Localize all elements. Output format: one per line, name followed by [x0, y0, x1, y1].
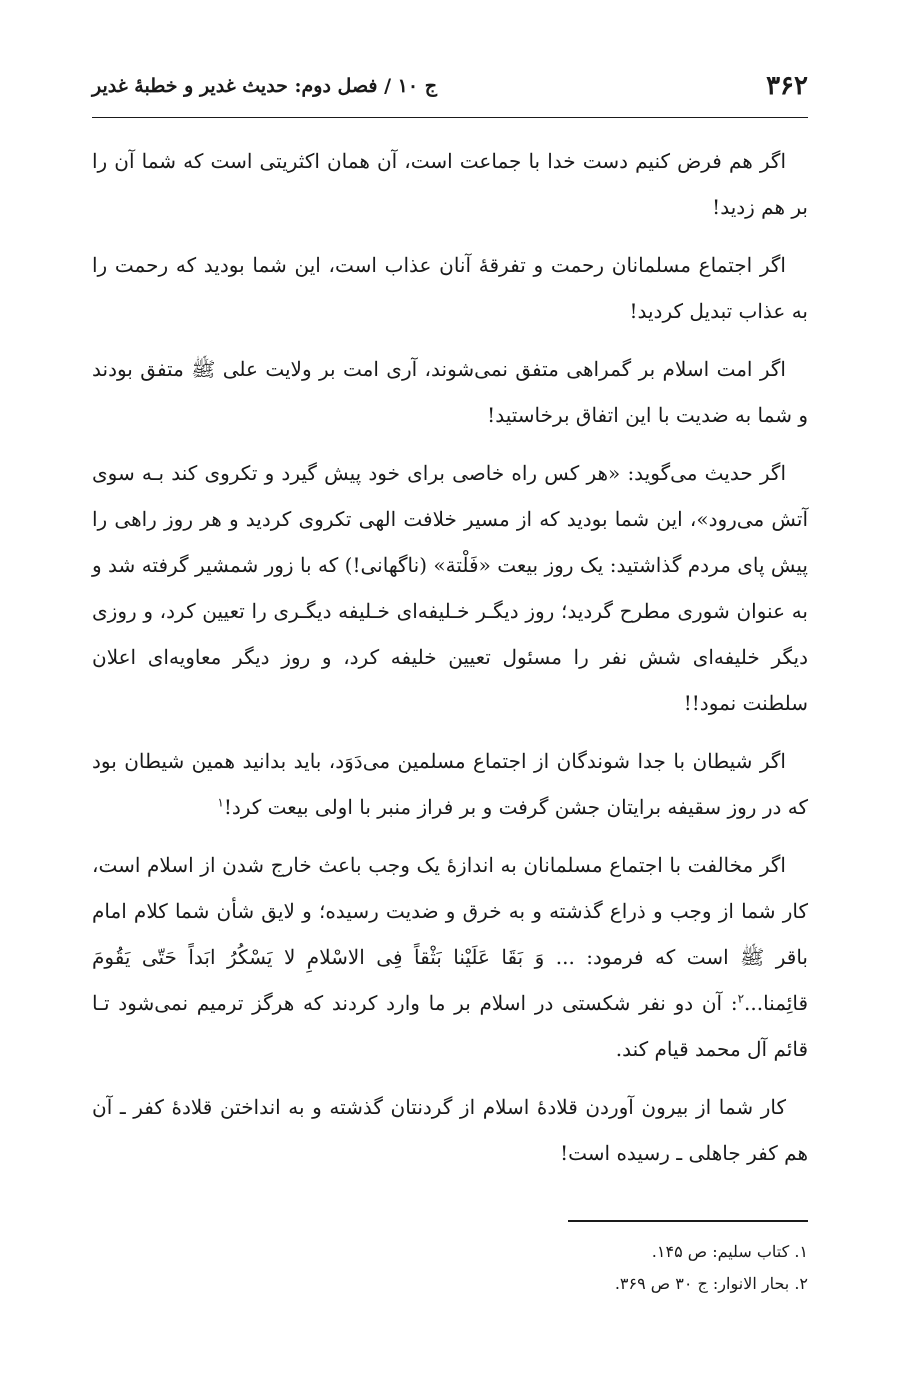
- footnote-ref-2[interactable]: ۲: [737, 991, 745, 1006]
- page-number: ۳۶۲: [766, 71, 808, 101]
- footnotes: [92, 1236, 808, 1300]
- paragraph-6-text: اگر مخالفت با اجتماع مسلمانان به اندازهٔ یک وجب باعث خارج شدن از اسلام است، کار شما از وجب و ذراع گذشته و به خرق و ضدیت رسیده؛ و لایق شأن شما کلام امام باقر ﷺ است که فرمود: ... وَ بَقَا عَلَیْنا بَثْقاً فِی الاسْلامِ لا یَسْکُرُ ابَداً حَتّی یَقُومَ قائِمنا...: [92, 853, 808, 1015]
- paragraph-3: اگر امت اسلام بر گمراهی متفق نمی‌شوند، آری امت بر ولایت علی ﷺ متفق بودند و شما به ضدیت با این اتفاق برخاستید!: [92, 357, 808, 427]
- paragraph-5-text: اگر شیطان با جدا شوندگان از اجتماع مسلمین می‌دَوَد، باید بدانید همین شیطان بود که در روز سقیفه برایتان جشن گرفت و بر فراز منبر با اولی بیعت کرد!: [92, 749, 808, 819]
- paragraph-6: [92, 842, 808, 1072]
- book-page: [92, 0, 808, 1390]
- running-head: ج ۱۰ / فصل دوم: حدیث غدیر و خطبهٔ غدیر: [92, 75, 437, 97]
- paragraph-4: اگر حدیث می‌گوید: «هر کس راه خاصی برای خود پیش گیرد و تکروی کند بـه سوی آتش می‌رود»، این شما بودید که از مسیر خلافت الهی تکروی کردید و هر روز راهی را پیش پای مردم گذاشتید: یک روز بیعت «فَلْتة» (ناگهانی!) که با زور شمشیر گرفته شد و به عنوان شوری مطرح گردید؛ روز دیگـر خـلیفه‌ای خـلیفه دیگـری را تعیین کرد، و روزی دیگر خلیفه‌ای شش نفر را مسئول تعیین خلیفه کرد، و روز دیگر معاویه‌ای اعلان سلطنت نمود!!: [92, 461, 808, 715]
- paragraph-7: کار شما از بیرون آوردن قلادهٔ اسلام از گردنتان گذشته و به انداختن قلادهٔ کفر ـ آن هم کفر جاهلی ـ رسیده است!: [92, 1095, 808, 1165]
- footnote-1: ۱. کتاب سلیم: ص ۱۴۵.: [651, 1242, 808, 1261]
- paragraph-2: اگر اجتماع مسلمانان رحمت و تفرقهٔ آنان عذاب است، این شما بودید که رحمت را به عذاب تبدیل کردید!: [92, 253, 808, 323]
- footnote-rule: [568, 1220, 808, 1222]
- page-header: [92, 66, 808, 106]
- footnote-2: ۲. بحار الانوار: ج ۳۰ ص ۳۶۹.: [614, 1274, 808, 1293]
- paragraph-5: [92, 738, 808, 830]
- body-text: [92, 138, 808, 1188]
- header-rule: [92, 117, 808, 118]
- paragraph-6-tail: : آن دو نفر شکستی در اسلام بر ما وارد کردند که هرگز ترمیم نمی‌شود تـا قائم آل محمد قیام کند.: [92, 991, 808, 1061]
- paragraph-1: اگر هم فرض کنیم دست خدا با جماعت است، آن همان اکثریتی است که شما آن را بر هم زدید!: [92, 149, 808, 219]
- footnote-ref-1[interactable]: ۱: [217, 795, 224, 810]
